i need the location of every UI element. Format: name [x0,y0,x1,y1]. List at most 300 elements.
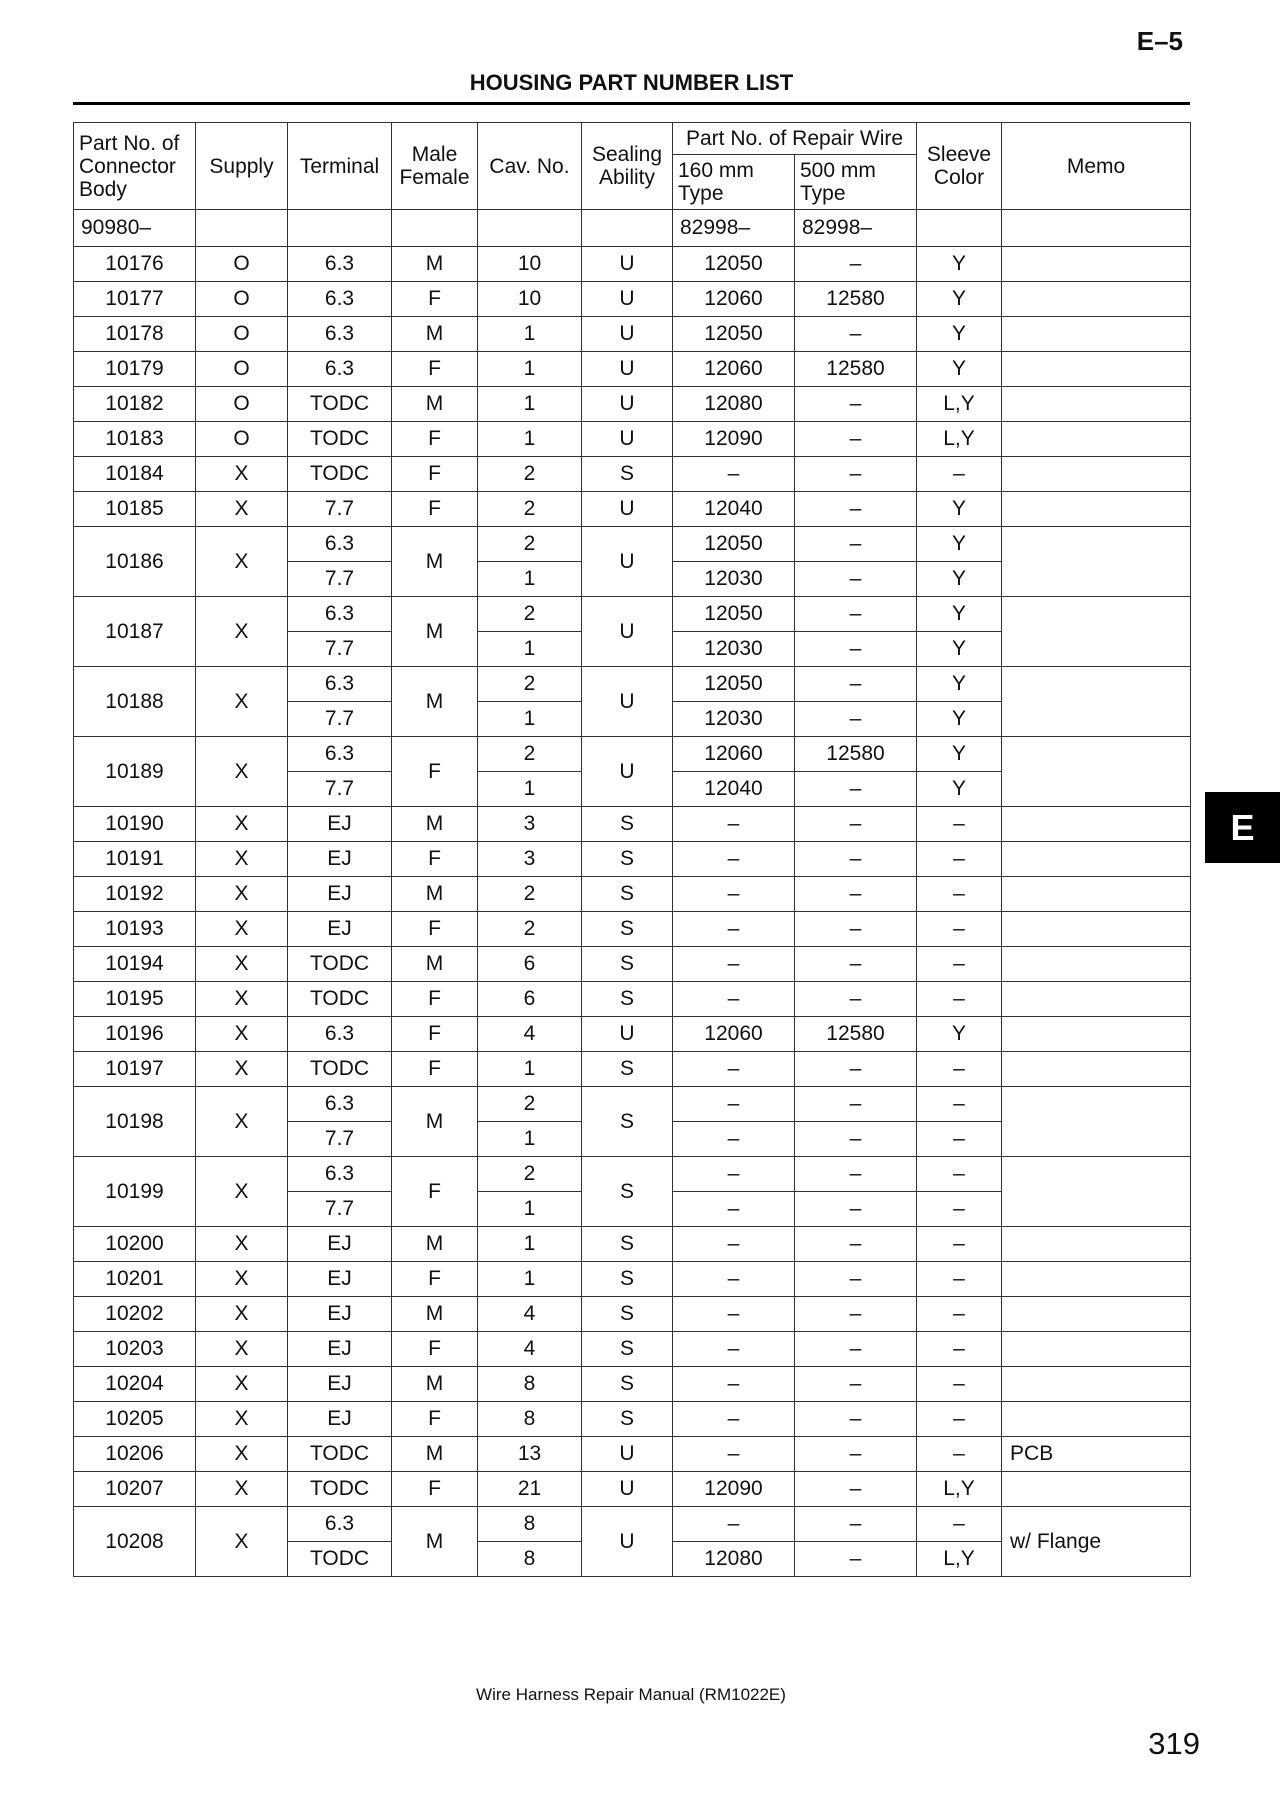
male-female-cell: F [392,422,478,457]
memo-cell [1002,982,1191,1017]
table-row [74,1052,1191,1087]
repair-500mm-cell: – [795,422,917,457]
memo-cell [1002,1052,1191,1087]
memo-cell [1002,457,1191,492]
repair-500mm-cell: 12580 [795,737,917,772]
section-code: E–5 [1136,26,1183,56]
repair-160mm-cell: 12050 [673,247,795,282]
supply-cell: X [196,1367,288,1402]
table-row [74,457,1191,492]
supply-cell: X [196,1227,288,1262]
sleeve-color-cell: – [917,877,1002,912]
sealing-cell: U [582,422,673,457]
supply-cell: O [196,247,288,282]
sealing-cell: U [582,597,673,667]
part-number-cell: 10184 [74,457,196,492]
part-number-cell: 10179 [74,352,196,387]
sleeve-color-cell: – [917,1367,1002,1402]
memo-cell [1002,527,1191,597]
part-number-cell: 10187 [74,597,196,667]
sleeve-color-cell: – [917,982,1002,1017]
memo-cell [1002,317,1191,352]
supply-cell: X [196,1087,288,1157]
repair-500mm-cell: – [795,1192,917,1227]
terminal-cell: EJ [288,1402,392,1437]
supply-cell: X [196,1332,288,1367]
repair-160mm-cell: – [673,457,795,492]
part-number-cell: 10206 [74,1437,196,1472]
memo-cell [1002,1402,1191,1437]
memo-cell [1002,1367,1191,1402]
sleeve-color-cell: – [917,842,1002,877]
sealing-cell: U [582,492,673,527]
male-female-cell: F [392,912,478,947]
part-number-cell: 10208 [74,1507,196,1577]
col-header-supply: Supply [196,123,288,210]
repair-160mm-cell: 12050 [673,667,795,702]
cavity-count-cell: 8 [478,1542,582,1577]
terminal-cell: EJ [288,1227,392,1262]
supply-cell: O [196,387,288,422]
terminal-cell: EJ [288,912,392,947]
repair-500mm-cell: – [795,1367,917,1402]
repair-500mm-cell: – [795,1052,917,1087]
memo-cell [1002,842,1191,877]
sleeve-color-cell: Y [917,492,1002,527]
memo-cell [1002,1157,1191,1227]
male-female-cell: F [392,352,478,387]
terminal-cell: 7.7 [288,492,392,527]
sleeve-color-cell: Y [917,772,1002,807]
sleeve-color-cell: – [917,912,1002,947]
terminal-cell: TODC [288,422,392,457]
repair-500mm-cell: – [795,772,917,807]
table-row [74,807,1191,842]
supply-cell: X [196,807,288,842]
repair-160mm-cell: 12090 [673,1472,795,1507]
memo-cell: w/ Flange [1002,1507,1191,1577]
repair-500mm-cell: – [795,1262,917,1297]
supply-cell: O [196,352,288,387]
cavity-count-cell: 10 [478,247,582,282]
part-number-cell: 10185 [74,492,196,527]
supply-cell: X [196,1437,288,1472]
sealing-cell: S [582,1227,673,1262]
sleeve-color-cell: – [917,1297,1002,1332]
table-row [74,282,1191,317]
sleeve-color-cell: Y [917,527,1002,562]
sleeve-color-cell: L,Y [917,1472,1002,1507]
terminal-cell: 6.3 [288,1017,392,1052]
repair-160mm-cell: 12060 [673,1017,795,1052]
terminal-cell: EJ [288,842,392,877]
table-row [74,352,1191,387]
cavity-count-cell: 4 [478,1332,582,1367]
sleeve-color-cell: Y [917,317,1002,352]
repair-160mm-cell: – [673,1192,795,1227]
cavity-count-cell: 1 [478,562,582,597]
table-row [74,667,1191,702]
supply-cell: X [196,597,288,667]
cavity-count-cell: 1 [478,1052,582,1087]
terminal-cell: 7.7 [288,772,392,807]
male-female-cell: M [392,597,478,667]
cavity-count-cell: 1 [478,317,582,352]
repair-500mm-cell: – [795,667,917,702]
supply-cell: X [196,1017,288,1052]
sleeve-color-cell: Y [917,702,1002,737]
male-female-cell: F [392,982,478,1017]
terminal-cell: 7.7 [288,562,392,597]
cavity-count-cell: 2 [478,912,582,947]
cavity-count-cell: 8 [478,1402,582,1437]
supply-cell: X [196,667,288,737]
cavity-count-cell: 21 [478,1472,582,1507]
terminal-cell: 6.3 [288,1507,392,1542]
supply-cell: X [196,877,288,912]
table-row [74,842,1191,877]
repair-500mm-cell: – [795,1507,917,1542]
manual-footer: Wire Harness Repair Manual (RM1022E) [476,1685,786,1704]
supply-cell: X [196,982,288,1017]
sleeve-color-cell: L,Y [917,1542,1002,1577]
col-header-repair-wire: Part No. of Repair Wire [673,123,917,155]
cavity-count-cell: 2 [478,877,582,912]
terminal-cell: 6.3 [288,352,392,387]
sleeve-color-cell: – [917,1052,1002,1087]
repair-500mm-cell: – [795,912,917,947]
col-header-memo: Memo [1002,123,1191,210]
memo-cell [1002,1087,1191,1157]
part-number-cell: 10177 [74,282,196,317]
sealing-cell: S [582,1262,673,1297]
sleeve-color-cell: Y [917,632,1002,667]
repair-160-prefix: 82998– [673,210,795,247]
sealing-cell: U [582,247,673,282]
part-number-cell: 10199 [74,1157,196,1227]
male-female-cell: F [392,1402,478,1437]
supply-cell: X [196,1052,288,1087]
housing-table-container [73,122,1190,1577]
sleeve-color-cell: Y [917,247,1002,282]
sealing-cell: S [582,457,673,492]
table-row [74,912,1191,947]
repair-160mm-cell: 12030 [673,702,795,737]
cavity-count-cell: 2 [478,737,582,772]
table-body [74,210,1191,1577]
repair-500mm-cell: – [795,982,917,1017]
repair-160mm-cell: 12080 [673,1542,795,1577]
repair-500mm-cell: – [795,1437,917,1472]
terminal-cell: 6.3 [288,282,392,317]
memo-cell [1002,1262,1191,1297]
memo-cell [1002,1227,1191,1262]
sealing-cell: S [582,1297,673,1332]
repair-160mm-cell: – [673,1437,795,1472]
sealing-cell: U [582,1507,673,1577]
cavity-count-cell: 10 [478,282,582,317]
supply-cell: X [196,457,288,492]
sealing-cell: U [582,387,673,422]
repair-500mm-cell: – [795,492,917,527]
terminal-cell: TODC [288,982,392,1017]
table-row [74,317,1191,352]
sealing-cell: U [582,527,673,597]
col-header-sleeve: Sleeve Color [917,123,1002,210]
table-row [74,1017,1191,1052]
sealing-cell: S [582,842,673,877]
cavity-count-cell: 1 [478,352,582,387]
terminal-cell: 6.3 [288,667,392,702]
cavity-count-cell: 2 [478,457,582,492]
cavity-count-cell: 2 [478,527,582,562]
page-number: 319 [1148,1726,1200,1761]
terminal-cell: 6.3 [288,247,392,282]
repair-500mm-cell: – [795,597,917,632]
table-row [74,1472,1191,1507]
sleeve-color-cell: – [917,1402,1002,1437]
repair-500mm-cell: – [795,1122,917,1157]
repair-160mm-cell: – [673,1297,795,1332]
table-row [74,1087,1191,1122]
prefix-row [74,210,1191,247]
col-header-male-female: Male Female [392,123,478,210]
terminal-cell: 6.3 [288,317,392,352]
part-number-cell: 10201 [74,1262,196,1297]
sleeve-color-cell: Y [917,562,1002,597]
part-number-cell: 10197 [74,1052,196,1087]
memo-cell [1002,387,1191,422]
memo-cell [1002,737,1191,807]
part-number-cell: 10178 [74,317,196,352]
part-number-cell: 10195 [74,982,196,1017]
repair-160mm-cell: – [673,1367,795,1402]
terminal-cell: EJ [288,807,392,842]
repair-500mm-cell: – [795,702,917,737]
repair-160mm-cell: 12080 [673,387,795,422]
repair-160mm-cell: – [673,1052,795,1087]
section-tab-e: E [1205,792,1280,863]
table-row [74,492,1191,527]
terminal-cell: 7.7 [288,632,392,667]
memo-cell [1002,947,1191,982]
sleeve-color-cell: – [917,1437,1002,1472]
col-header-cav-no: Cav. No. [478,123,582,210]
sleeve-color-cell: Y [917,597,1002,632]
terminal-cell: 6.3 [288,737,392,772]
repair-500mm-cell: – [795,1472,917,1507]
cavity-count-cell: 1 [478,1192,582,1227]
repair-500mm-cell: 12580 [795,282,917,317]
male-female-cell: F [392,842,478,877]
sleeve-color-cell: – [917,947,1002,982]
part-number-cell: 10191 [74,842,196,877]
memo-cell [1002,912,1191,947]
table-row [74,1297,1191,1332]
cavity-count-cell: 8 [478,1367,582,1402]
cavity-count-cell: 2 [478,597,582,632]
table-row [74,947,1191,982]
supply-cell: O [196,317,288,352]
sleeve-color-cell: – [917,1507,1002,1542]
part-number-cell: 10204 [74,1367,196,1402]
cavity-count-cell: 2 [478,1087,582,1122]
sleeve-color-cell: L,Y [917,387,1002,422]
male-female-cell: M [392,1087,478,1157]
repair-160mm-cell: – [673,1157,795,1192]
cavity-count-cell: 6 [478,982,582,1017]
part-prefix: 90980– [74,210,196,247]
col-header-part-no: Part No. of Connector Body [74,123,196,210]
sealing-cell: U [582,1472,673,1507]
supply-cell: O [196,282,288,317]
repair-500mm-cell: – [795,877,917,912]
col-header-500mm: 500 mm Type [795,155,917,210]
title-divider [73,102,1190,105]
part-number-cell: 10200 [74,1227,196,1262]
terminal-cell: TODC [288,457,392,492]
repair-500mm-cell: – [795,807,917,842]
memo-cell [1002,1297,1191,1332]
cavity-count-cell: 3 [478,842,582,877]
table-row [74,737,1191,772]
housing-part-number-table [73,122,1191,1577]
supply-cell: O [196,422,288,457]
sealing-cell: S [582,1402,673,1437]
cavity-count-cell: 2 [478,667,582,702]
part-number-cell: 10194 [74,947,196,982]
table-row [74,1227,1191,1262]
repair-160mm-cell: 12050 [673,597,795,632]
sealing-cell: S [582,1367,673,1402]
sealing-cell: S [582,1332,673,1367]
repair-500mm-cell: – [795,562,917,597]
cavity-count-cell: 1 [478,702,582,737]
repair-160mm-cell: – [673,1507,795,1542]
part-number-cell: 10205 [74,1402,196,1437]
supply-cell: X [196,1157,288,1227]
part-number-cell: 10192 [74,877,196,912]
memo-cell [1002,1332,1191,1367]
table-row [74,877,1191,912]
memo-cell [1002,492,1191,527]
repair-500mm-cell: – [795,387,917,422]
repair-160mm-cell: – [673,1227,795,1262]
terminal-cell: 6.3 [288,597,392,632]
male-female-cell: M [392,317,478,352]
terminal-cell: 6.3 [288,1157,392,1192]
repair-160mm-cell: – [673,1087,795,1122]
male-female-cell: M [392,527,478,597]
memo-cell [1002,1017,1191,1052]
repair-160mm-cell: – [673,1262,795,1297]
repair-160mm-cell: 12050 [673,317,795,352]
memo-cell: PCB [1002,1437,1191,1472]
repair-500mm-cell: – [795,842,917,877]
repair-500mm-cell: – [795,247,917,282]
male-female-cell: M [392,947,478,982]
terminal-cell: 7.7 [288,1122,392,1157]
male-female-cell: F [392,1157,478,1227]
repair-500mm-cell: – [795,527,917,562]
repair-500mm-cell: – [795,1087,917,1122]
part-number-cell: 10183 [74,422,196,457]
cavity-count-cell: 8 [478,1507,582,1542]
supply-cell: X [196,737,288,807]
cavity-count-cell: 1 [478,422,582,457]
supply-cell: X [196,492,288,527]
terminal-cell: TODC [288,387,392,422]
repair-500mm-cell: – [795,1542,917,1577]
repair-160mm-cell: 12060 [673,737,795,772]
cavity-count-cell: 2 [478,492,582,527]
male-female-cell: F [392,1472,478,1507]
sleeve-color-cell: – [917,1332,1002,1367]
male-female-cell: M [392,1297,478,1332]
sleeve-color-cell: – [917,1122,1002,1157]
repair-160mm-cell: – [673,1332,795,1367]
sealing-cell: U [582,352,673,387]
repair-160mm-cell: – [673,982,795,1017]
male-female-cell: F [392,1262,478,1297]
part-number-cell: 10203 [74,1332,196,1367]
repair-500-prefix: 82998– [795,210,917,247]
cavity-count-cell: 1 [478,632,582,667]
table-row [74,1437,1191,1472]
table-row [74,1262,1191,1297]
repair-500mm-cell: 12580 [795,1017,917,1052]
memo-cell [1002,597,1191,667]
memo-cell [1002,1472,1191,1507]
repair-160mm-cell: – [673,1122,795,1157]
sealing-cell: S [582,807,673,842]
sleeve-color-cell: Y [917,282,1002,317]
repair-500mm-cell: – [795,1402,917,1437]
part-number-cell: 10176 [74,247,196,282]
repair-500mm-cell: – [795,632,917,667]
cavity-count-cell: 4 [478,1297,582,1332]
table-row [74,1367,1191,1402]
part-number-cell: 10193 [74,912,196,947]
sleeve-color-cell: – [917,1192,1002,1227]
repair-160mm-cell: – [673,807,795,842]
table-row [74,982,1191,1017]
repair-160mm-cell: 12030 [673,562,795,597]
terminal-cell: 7.7 [288,702,392,737]
col-header-sealing: Sealing Ability [582,123,673,210]
memo-cell [1002,247,1191,282]
sealing-cell: U [582,1437,673,1472]
male-female-cell: F [392,492,478,527]
cavity-count-cell: 1 [478,1122,582,1157]
male-female-cell: F [392,737,478,807]
repair-500mm-cell: – [795,947,917,982]
male-female-cell: M [392,1227,478,1262]
terminal-cell: EJ [288,1297,392,1332]
cavity-count-cell: 6 [478,947,582,982]
part-number-cell: 10189 [74,737,196,807]
cavity-count-cell: 1 [478,1262,582,1297]
sealing-cell: S [582,877,673,912]
col-header-160mm: 160 mm Type [673,155,795,210]
sleeve-color-cell: Y [917,352,1002,387]
sleeve-color-cell: Y [917,667,1002,702]
table-row [74,247,1191,282]
sealing-cell: S [582,912,673,947]
male-female-cell: M [392,1507,478,1577]
male-female-cell: F [392,457,478,492]
sealing-cell: U [582,1017,673,1052]
